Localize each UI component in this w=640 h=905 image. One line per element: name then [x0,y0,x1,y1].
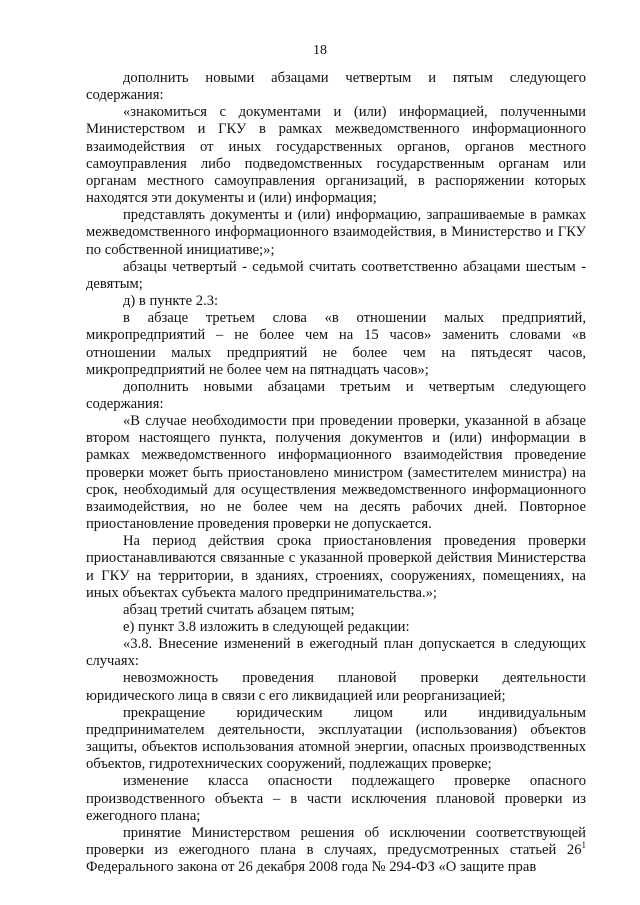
document-body [86,70,586,876]
paragraph-4: абзацы четвертый - седьмой считать соответственно абзацами шестым - девятым; [86,258,586,292]
paragraph-2: «знакомиться с документами и (или) информацией, полученными Министерством и ГКУ в рамках межведомственного информационного взаимодействия от иных государственных органов, органов местного самоуправления либо подведомственных государственным органам или органам местного самоуправления организаций, в распоряжении которых находятся эти документы и (или) информация; [86,104,586,207]
paragraph-7: дополнить новыми абзацами третьим и четвертым следующего содержания: [86,378,586,412]
paragraph-6: в абзаце третьем слова «в отношении малых предприятий, микропредприятий – не более чем на 15 часов» заменить словами «в отношении малых предприятий не более чем на пятьдесят часов, микропредприятий не более чем на пятнадцать часов»; [86,310,586,378]
paragraph-3: представлять документы и (или) информацию, запрашиваемые в рамках межведомственного информационного взаимодействия, в Министерство и ГКУ по собственной инициативе;»; [86,207,586,258]
paragraph-15: изменение класса опасности подлежащего проверке опасного производственного объекта – в части исключения плановой проверки из ежегодного плана; [86,773,586,824]
paragraph-13: невозможность проведения плановой проверки деятельности юридического лица в связи с его ликвидацией или реорганизацией; [86,670,586,704]
paragraph-1: дополнить новыми абзацами четвертым и пятым следующего содержания: [86,70,586,104]
paragraph-9: На период действия срока приостановления проведения проверки приостанавливаются связанные с указанной проверкой действия Министерства и ГКУ на территории, в зданиях, строениях, сооружениях, помещениях, на иных объектах субъекта малого предпринимательства.»; [86,533,586,601]
article-superscript: 1 [581,840,586,851]
paragraph-12: «3.8. Внесение изменений в ежегодный план допускается в следующих случаях: [86,636,586,670]
paragraph-5: д) в пункте 2.3: [123,293,219,310]
paragraph-16-text: принятие Министерством решения об исключении соответствующей проверки из ежегодного плана в случаях, предусмотренных статьей 26 [86,824,586,859]
paragraph-8: «В случае необходимости при проведении проверки, указанной в абзаце втором настоящего пункта, получения документов и (или) информации в рамках межведомственного информационного взаимодействия проведение проверки может быть приостановлено министром (заместителем министра) на срок, необходимый для осуществления межведомственного информационного взаимодействия, но не более чем на десять рабочих дней. Повторное приостановление проведения проверки не допускается. [86,413,586,533]
paragraph-10: абзац третий считать абзацем пятым; [123,601,355,618]
paragraph-16-continuation: Федерального закона от 26 декабря 2008 года № 294-ФЗ «О защите прав [86,859,537,876]
paragraph-16 [86,825,586,876]
paragraph-11: е) пункт 3.8 изложить в следующей редакции: [123,619,410,635]
page-number: 18 [313,43,327,58]
paragraph-14: прекращение юридическим лицом или индивидуальным предпринимателем деятельности, эксплуатации (использования) объектов защиты, объектов использования атомной энергии, опасных производственных объектов, гидротехнических сооружений, подлежащих проверке; [86,704,586,773]
